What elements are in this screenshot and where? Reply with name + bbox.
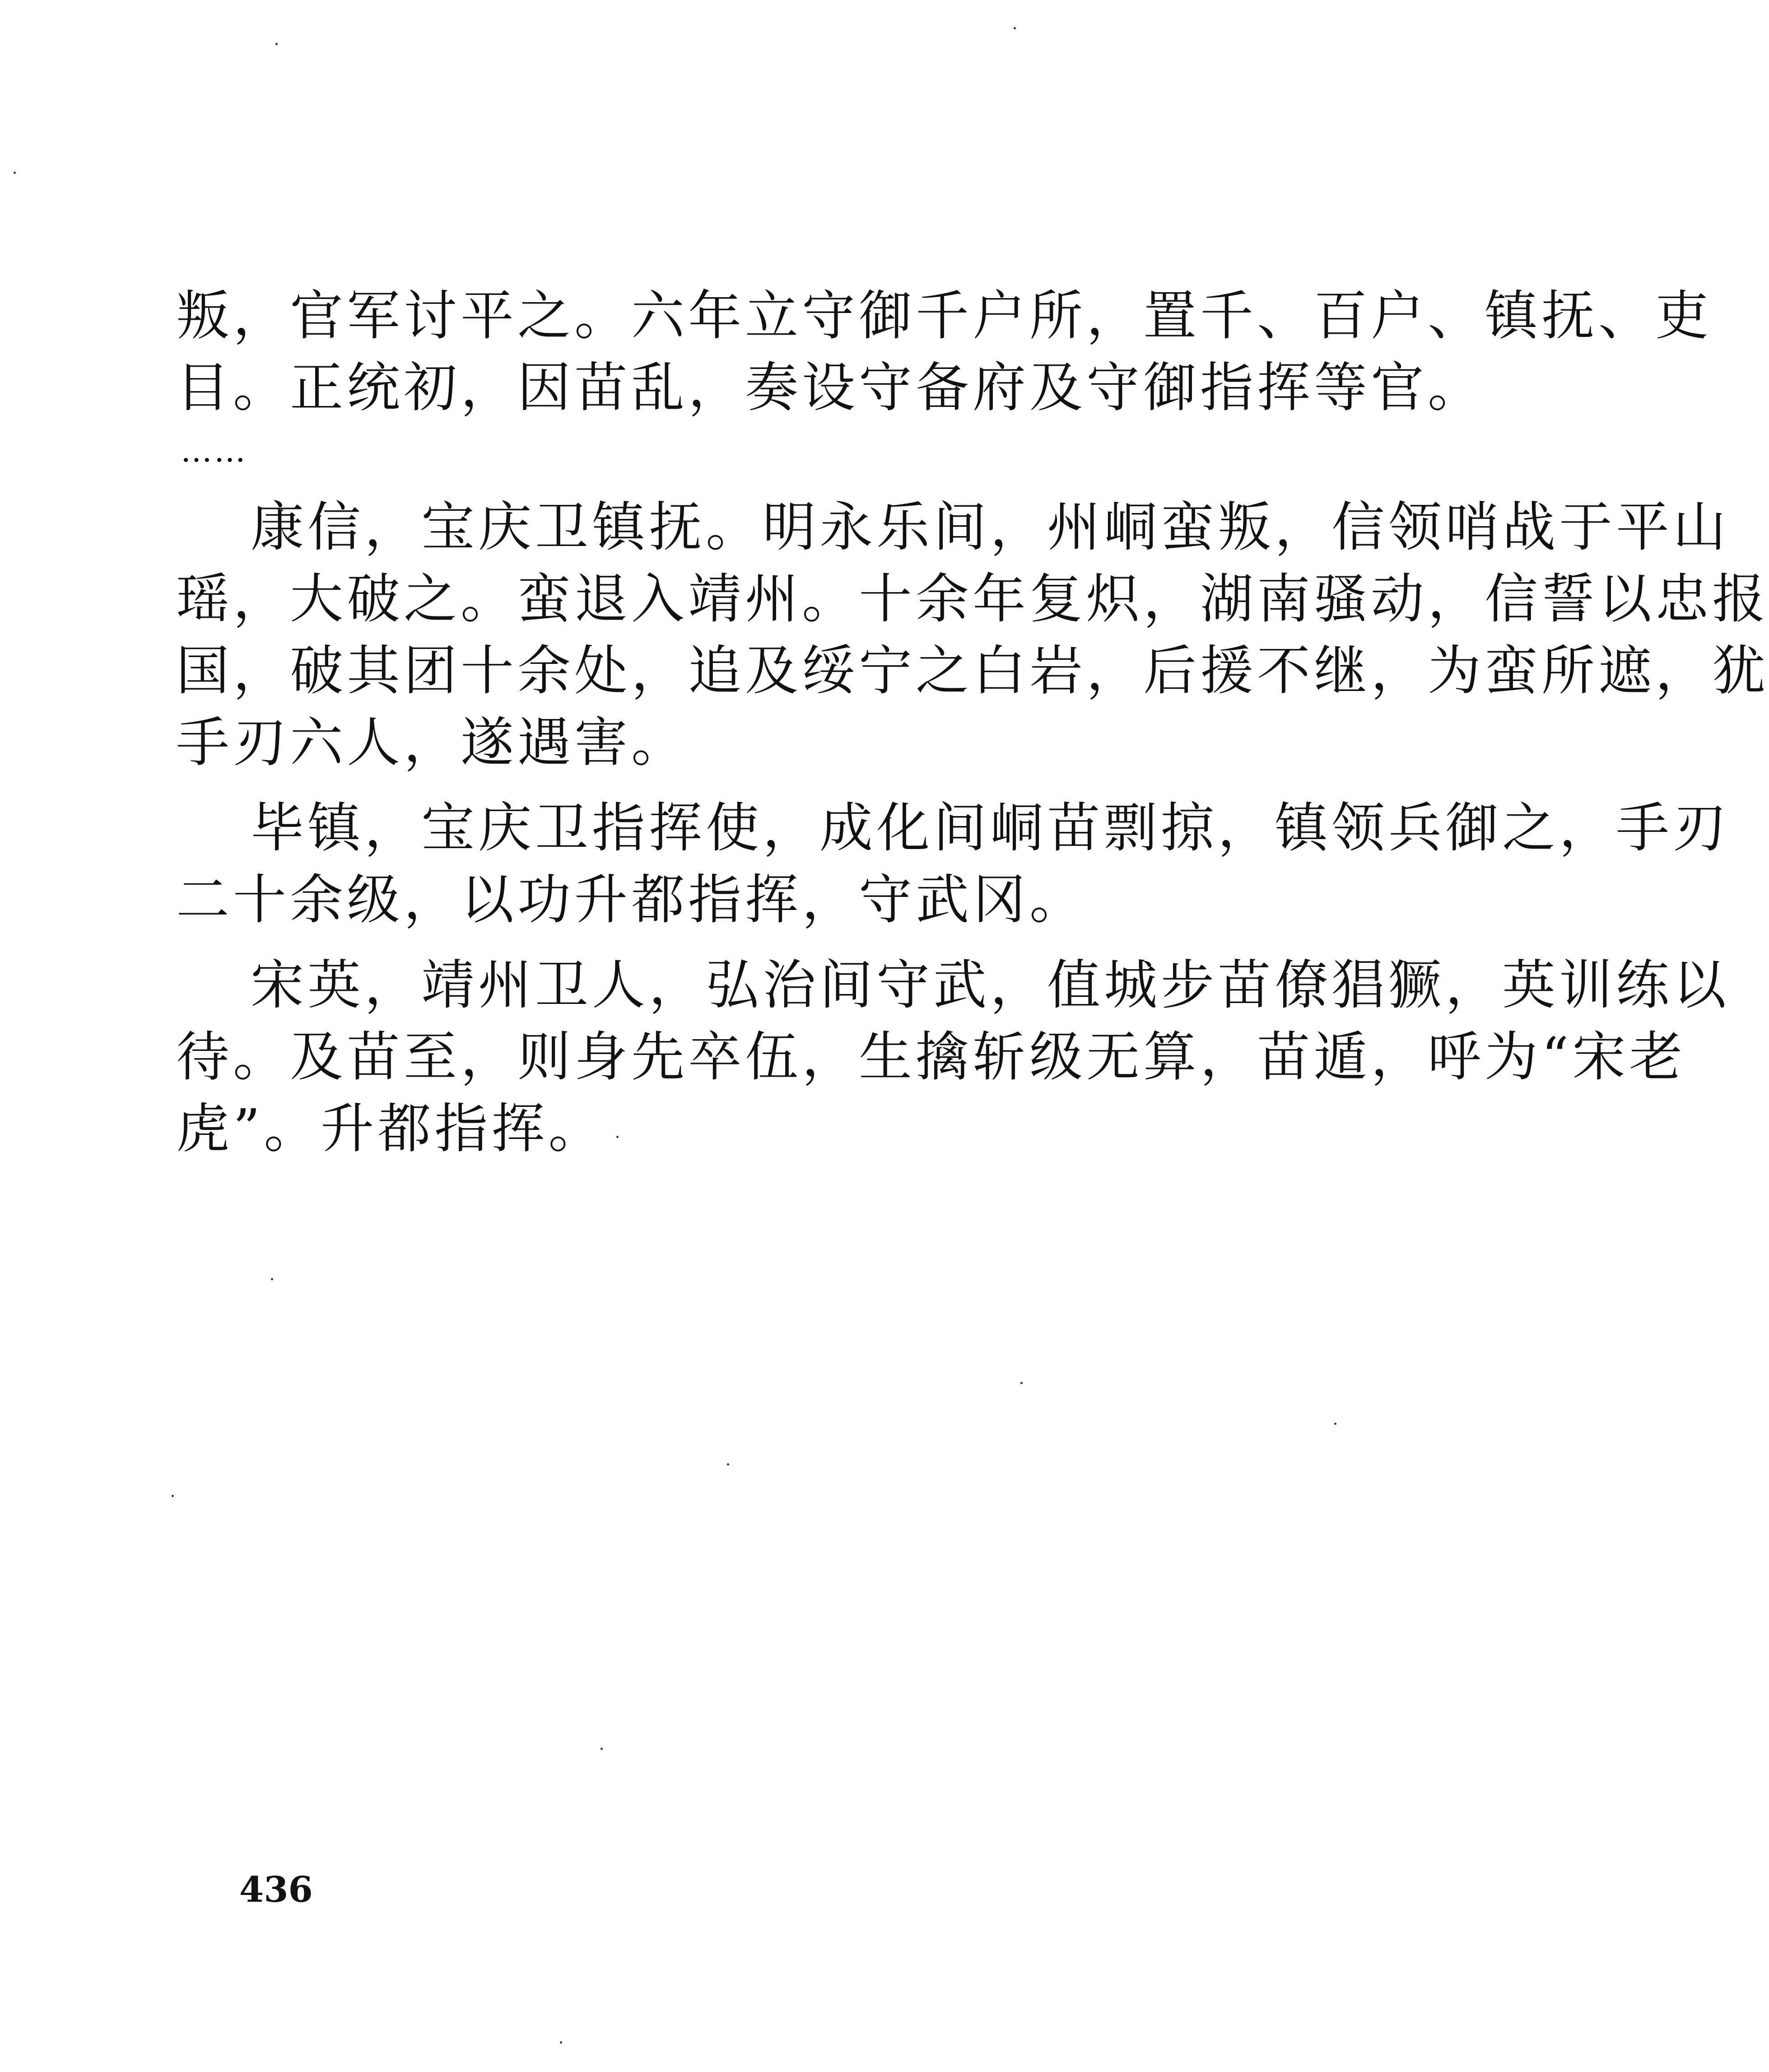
text-line: 国，破其团十余处，追及绥宁之白岩，后援不继，为蛮所遮，犹 xyxy=(176,639,1769,702)
text-line: 待。及苗至，则身先卒伍，生擒斩级无算，苗遁，呼为“宋老 xyxy=(176,1026,1686,1088)
page-number: 436 xyxy=(239,1869,313,1910)
scan-speck xyxy=(172,1495,174,1497)
paragraph-gap xyxy=(176,779,1246,792)
scan-speck xyxy=(727,1463,729,1465)
text-line: 瑶，大破之。蛮退入靖州。十余年复炽，湖南骚动，信誓以忠报 xyxy=(176,568,1769,630)
scan-speck xyxy=(14,172,16,174)
text-line: 叛，官军讨平之。六年立守御千户所，置千、百户、镇抚、吏 xyxy=(176,285,1713,347)
text-line: 二十余级，以功升都指挥，守武冈。 xyxy=(176,868,1087,931)
scan-speck xyxy=(616,1136,619,1138)
scan-speck xyxy=(275,43,278,45)
body-text xyxy=(176,280,1769,1165)
text-line: 目。正统初，因苗乱，奏设守备府及守御指挥等官。 xyxy=(176,356,1485,419)
scan-speck xyxy=(601,1748,603,1750)
scan-speck xyxy=(1334,1423,1336,1425)
paragraph-gap xyxy=(176,478,1246,491)
ellipsis-line: …… xyxy=(181,432,247,469)
paragraph-gap xyxy=(176,936,1246,949)
text-line: 宋英，靖州卫人，弘治间守武，值城步苗僚猖獗，英训练以 xyxy=(251,954,1730,1016)
text-line: 手刃六人，遂遇害。 xyxy=(176,711,689,774)
text-line: 虎”。升都指挥。 xyxy=(176,1097,605,1160)
text-line: 康信，宝庆卫镇抚。明永乐间，州峒蛮叛，信领哨战于平山 xyxy=(251,496,1730,558)
scan-speck xyxy=(560,2041,562,2044)
text-line: 毕镇，宝庆卫指挥使，成化间峒苗剽掠，镇领兵御之，手刃 xyxy=(251,797,1730,859)
scan-speck xyxy=(1020,1382,1023,1384)
scan-speck xyxy=(271,1278,273,1280)
scan-speck xyxy=(1014,27,1016,29)
